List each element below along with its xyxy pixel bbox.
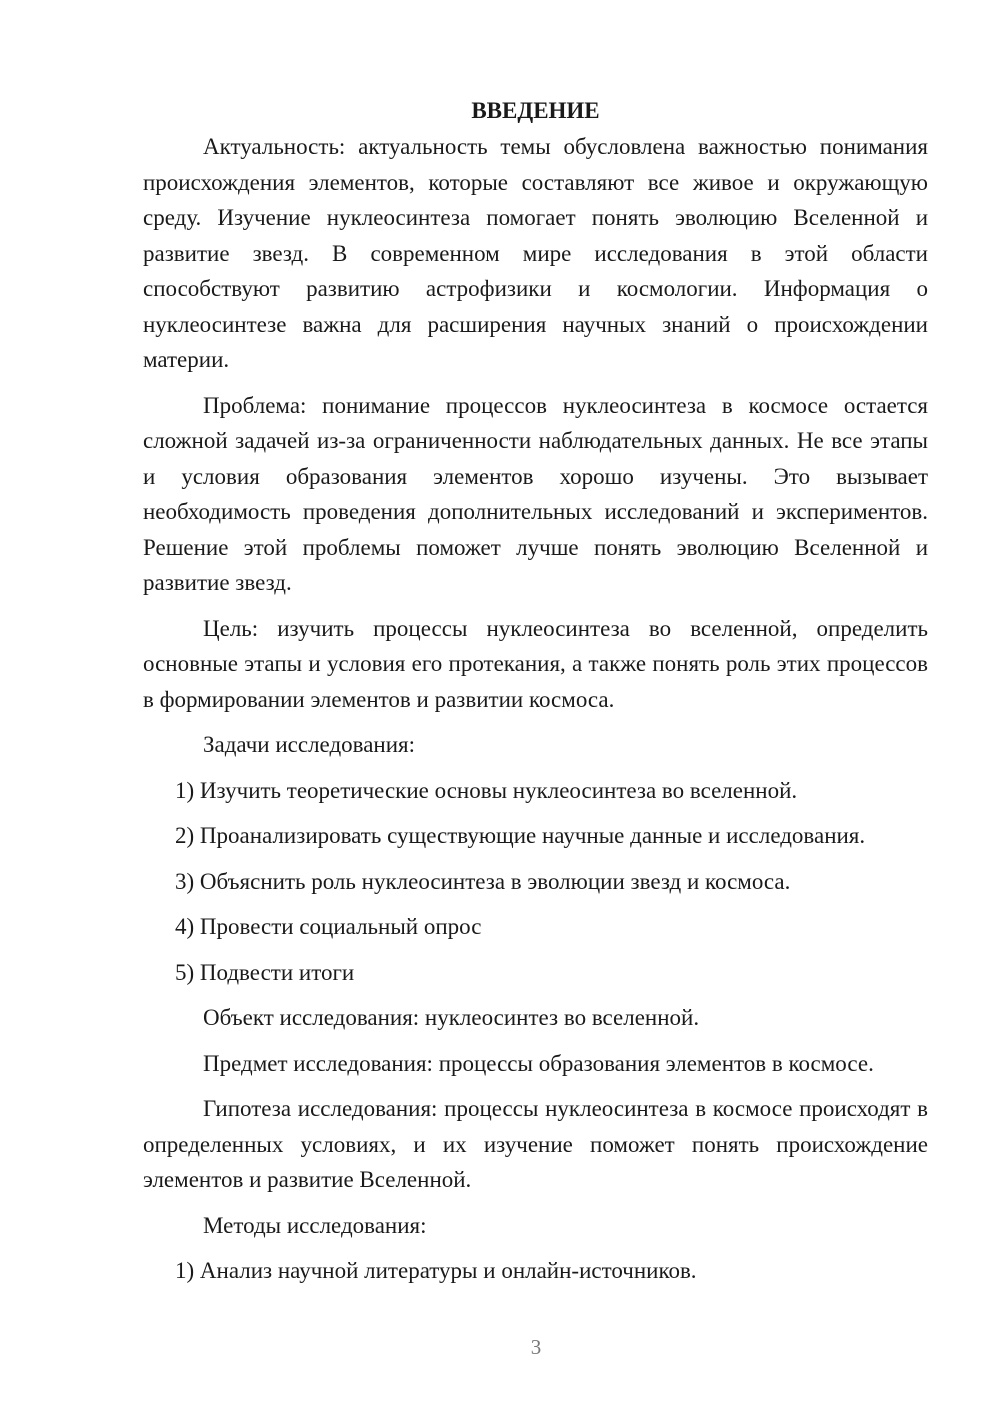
task-item: 1) Изучить теоретические основы нуклеосинтеза во вселенной.: [175, 777, 798, 803]
hypothesis-paragraph: Гипотеза исследования: процессы нуклеосинтеза в космосе происходят в определенных условиях, и их изучение поможет понять происхождение элементов и развитие Вселенной.: [143, 1096, 928, 1192]
section-heading: ВВЕДЕНИЕ: [471, 98, 600, 123]
tasks-title: Задачи исследования:: [203, 732, 416, 757]
object-paragraph: Объект исследования: нуклеосинтез во вселенной.: [203, 1005, 700, 1030]
relevance-paragraph: Актуальность: актуальность темы обусловлена важностью понимания происхождения элементов, которые составляют все живое и окружающую среду. Изучение нуклеосинтеза помогает понять эволюцию Вселенной и развитие звезд. В современном мире исследования в этой области способствуют развитию астрофизики и космологии. Информация о нуклеосинтезе важна для расширения научных знаний о происхождении материи.: [143, 134, 928, 372]
method-item: 1) Анализ научной литературы и онлайн-источников.: [175, 1258, 697, 1283]
task-item: 2) Проанализировать существующие научные данные и исследования.: [175, 823, 866, 848]
methods-title: Методы исследования:: [203, 1212, 427, 1238]
problem-paragraph: Проблема: понимание процессов нуклеосинтеза в космосе остается сложной задачей из-за ограниченности наблюдательных данных. Не все этапы и условия образования элементов хорошо изучены. Это вызывает необходимость проведения дополнительных исследований и экспериментов. Решение этой проблемы поможет лучше понять эволюцию Вселенной и развитие звезд.: [143, 392, 928, 595]
task-item: 3) Объяснить роль нуклеосинтеза в эволюции звезд и космоса.: [175, 868, 791, 894]
page-content: [143, 96, 928, 1299]
subject-paragraph: Предмет исследования: процессы образования элементов в космосе.: [203, 1050, 874, 1076]
goal-paragraph: Цель: изучить процессы нуклеосинтеза во вселенной, определить основные этапы и условия его протекания, а также понять роль этих процессов в формировании элементов и развитии космоса.: [143, 615, 928, 712]
page-number: 3: [530, 1335, 542, 1359]
task-item: 5) Подвести итоги: [175, 959, 355, 985]
task-item: 4) Провести социальный опрос: [175, 914, 482, 939]
